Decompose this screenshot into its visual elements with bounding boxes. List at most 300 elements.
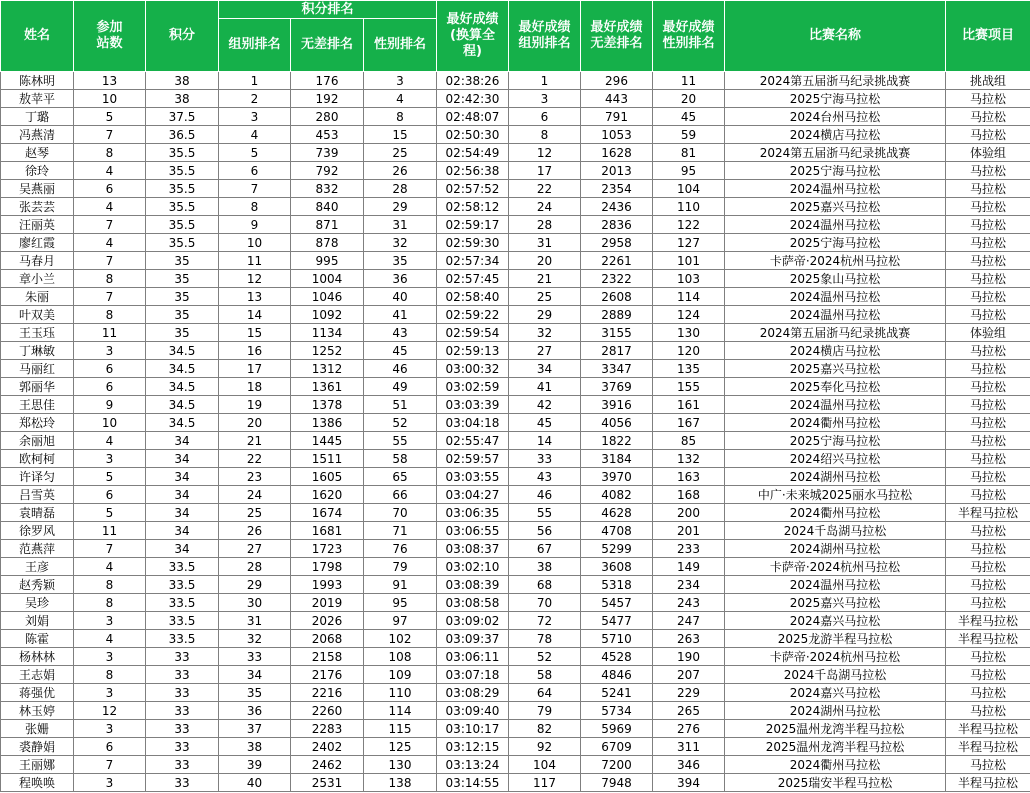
- cell-stations[interactable]: 5: [74, 468, 146, 486]
- cell-best-gender-rank[interactable]: 276: [653, 720, 725, 738]
- cell-race-name[interactable]: 2024衢州马拉松: [725, 504, 946, 522]
- cell-group-rank[interactable]: 28: [219, 558, 291, 576]
- cell-best-overall-rank[interactable]: 1628: [581, 144, 653, 162]
- cell-best-overall-rank[interactable]: 4628: [581, 504, 653, 522]
- cell-best-gender-rank[interactable]: 207: [653, 666, 725, 684]
- cell-best-group-rank[interactable]: 64: [509, 684, 581, 702]
- cell-name[interactable]: 丁璐: [1, 108, 74, 126]
- cell-name[interactable]: 叶双美: [1, 306, 74, 324]
- cell-group-rank[interactable]: 2: [219, 90, 291, 108]
- cell-points[interactable]: 34.5: [146, 342, 219, 360]
- cell-best-time[interactable]: 03:08:29: [437, 684, 509, 702]
- cell-best-group-rank[interactable]: 104: [509, 756, 581, 774]
- cell-name[interactable]: 张姗: [1, 720, 74, 738]
- cell-best-gender-rank[interactable]: 233: [653, 540, 725, 558]
- cell-race-event[interactable]: 马拉松: [946, 450, 1030, 468]
- header-best-group-rank[interactable]: 最好成绩 组别排名: [509, 1, 581, 72]
- cell-race-name[interactable]: 2024衢州马拉松: [725, 414, 946, 432]
- cell-name[interactable]: 余丽旭: [1, 432, 74, 450]
- cell-race-event[interactable]: 马拉松: [946, 666, 1030, 684]
- cell-gender-rank[interactable]: 71: [364, 522, 437, 540]
- cell-stations[interactable]: 8: [74, 666, 146, 684]
- cell-race-name[interactable]: 2025宁海马拉松: [725, 162, 946, 180]
- cell-group-rank[interactable]: 12: [219, 270, 291, 288]
- cell-best-gender-rank[interactable]: 346: [653, 756, 725, 774]
- cell-best-time[interactable]: 02:55:47: [437, 432, 509, 450]
- cell-overall-rank[interactable]: 1004: [291, 270, 364, 288]
- cell-best-group-rank[interactable]: 78: [509, 630, 581, 648]
- cell-name[interactable]: 马春月: [1, 252, 74, 270]
- cell-race-event[interactable]: 马拉松: [946, 180, 1030, 198]
- cell-name[interactable]: 王志娟: [1, 666, 74, 684]
- cell-race-name[interactable]: 2025奉化马拉松: [725, 378, 946, 396]
- cell-race-event[interactable]: 马拉松: [946, 198, 1030, 216]
- cell-overall-rank[interactable]: 878: [291, 234, 364, 252]
- cell-points[interactable]: 34: [146, 540, 219, 558]
- cell-best-gender-rank[interactable]: 265: [653, 702, 725, 720]
- cell-race-event[interactable]: 半程马拉松: [946, 504, 1030, 522]
- cell-best-group-rank[interactable]: 41: [509, 378, 581, 396]
- cell-best-group-rank[interactable]: 42: [509, 396, 581, 414]
- header-best-overall-rank[interactable]: 最好成绩 无差排名: [581, 1, 653, 72]
- cell-stations[interactable]: 8: [74, 306, 146, 324]
- cell-race-event[interactable]: 马拉松: [946, 396, 1030, 414]
- cell-points[interactable]: 35.5: [146, 144, 219, 162]
- cell-stations[interactable]: 10: [74, 90, 146, 108]
- cell-points[interactable]: 35: [146, 324, 219, 342]
- cell-points[interactable]: 33: [146, 666, 219, 684]
- cell-race-event[interactable]: 马拉松: [946, 684, 1030, 702]
- cell-race-event[interactable]: 半程马拉松: [946, 720, 1030, 738]
- cell-name[interactable]: 刘娟: [1, 612, 74, 630]
- cell-overall-rank[interactable]: 2176: [291, 666, 364, 684]
- cell-race-event[interactable]: 马拉松: [946, 522, 1030, 540]
- cell-best-overall-rank[interactable]: 4056: [581, 414, 653, 432]
- cell-race-event[interactable]: 马拉松: [946, 594, 1030, 612]
- cell-best-group-rank[interactable]: 46: [509, 486, 581, 504]
- cell-points[interactable]: 33: [146, 648, 219, 666]
- cell-best-group-rank[interactable]: 14: [509, 432, 581, 450]
- cell-best-time[interactable]: 03:07:18: [437, 666, 509, 684]
- cell-group-rank[interactable]: 40: [219, 774, 291, 792]
- cell-overall-rank[interactable]: 2216: [291, 684, 364, 702]
- cell-best-group-rank[interactable]: 82: [509, 720, 581, 738]
- cell-group-rank[interactable]: 25: [219, 504, 291, 522]
- cell-best-gender-rank[interactable]: 124: [653, 306, 725, 324]
- cell-name[interactable]: 徐玲: [1, 162, 74, 180]
- cell-points[interactable]: 35.5: [146, 180, 219, 198]
- cell-best-group-rank[interactable]: 34: [509, 360, 581, 378]
- cell-race-name[interactable]: 2025温州龙湾半程马拉松: [725, 720, 946, 738]
- cell-points[interactable]: 35: [146, 270, 219, 288]
- cell-points[interactable]: 37.5: [146, 108, 219, 126]
- cell-gender-rank[interactable]: 40: [364, 288, 437, 306]
- cell-group-rank[interactable]: 8: [219, 198, 291, 216]
- cell-overall-rank[interactable]: 1993: [291, 576, 364, 594]
- cell-name[interactable]: 张芸芸: [1, 198, 74, 216]
- cell-stations[interactable]: 6: [74, 360, 146, 378]
- cell-overall-rank[interactable]: 2402: [291, 738, 364, 756]
- cell-overall-rank[interactable]: 2019: [291, 594, 364, 612]
- cell-best-group-rank[interactable]: 28: [509, 216, 581, 234]
- cell-best-time[interactable]: 02:42:30: [437, 90, 509, 108]
- cell-overall-rank[interactable]: 840: [291, 198, 364, 216]
- cell-best-overall-rank[interactable]: 2817: [581, 342, 653, 360]
- cell-best-group-rank[interactable]: 12: [509, 144, 581, 162]
- cell-race-event[interactable]: 马拉松: [946, 270, 1030, 288]
- cell-name[interactable]: 徐罗风: [1, 522, 74, 540]
- cell-points[interactable]: 38: [146, 90, 219, 108]
- cell-group-rank[interactable]: 39: [219, 756, 291, 774]
- cell-stations[interactable]: 5: [74, 108, 146, 126]
- cell-stations[interactable]: 7: [74, 540, 146, 558]
- cell-points[interactable]: 34: [146, 450, 219, 468]
- cell-group-rank[interactable]: 36: [219, 702, 291, 720]
- cell-points[interactable]: 34.5: [146, 360, 219, 378]
- cell-best-overall-rank[interactable]: 3347: [581, 360, 653, 378]
- cell-race-name[interactable]: 2025瑞安半程马拉松: [725, 774, 946, 792]
- cell-best-time[interactable]: 03:13:24: [437, 756, 509, 774]
- cell-best-overall-rank[interactable]: 1822: [581, 432, 653, 450]
- cell-group-rank[interactable]: 37: [219, 720, 291, 738]
- cell-stations[interactable]: 3: [74, 648, 146, 666]
- cell-best-gender-rank[interactable]: 135: [653, 360, 725, 378]
- cell-stations[interactable]: 4: [74, 432, 146, 450]
- cell-overall-rank[interactable]: 2283: [291, 720, 364, 738]
- cell-overall-rank[interactable]: 1361: [291, 378, 364, 396]
- cell-best-time[interactable]: 03:02:10: [437, 558, 509, 576]
- cell-race-event[interactable]: 马拉松: [946, 414, 1030, 432]
- cell-best-time[interactable]: 02:57:45: [437, 270, 509, 288]
- cell-race-name[interactable]: 2024横店马拉松: [725, 342, 946, 360]
- cell-name[interactable]: 范燕萍: [1, 540, 74, 558]
- cell-best-time[interactable]: 03:12:15: [437, 738, 509, 756]
- cell-best-time[interactable]: 03:03:55: [437, 468, 509, 486]
- cell-best-group-rank[interactable]: 27: [509, 342, 581, 360]
- cell-overall-rank[interactable]: 2026: [291, 612, 364, 630]
- cell-race-event[interactable]: 马拉松: [946, 540, 1030, 558]
- cell-stations[interactable]: 7: [74, 216, 146, 234]
- cell-race-name[interactable]: 2024台州马拉松: [725, 108, 946, 126]
- header-race-name[interactable]: 比赛名称: [725, 1, 946, 72]
- cell-gender-rank[interactable]: 125: [364, 738, 437, 756]
- cell-best-gender-rank[interactable]: 85: [653, 432, 725, 450]
- cell-best-group-rank[interactable]: 68: [509, 576, 581, 594]
- cell-points[interactable]: 34.5: [146, 396, 219, 414]
- cell-best-overall-rank[interactable]: 3608: [581, 558, 653, 576]
- cell-gender-rank[interactable]: 55: [364, 432, 437, 450]
- cell-race-name[interactable]: 2024湖州马拉松: [725, 702, 946, 720]
- cell-name[interactable]: 王彦: [1, 558, 74, 576]
- cell-best-time[interactable]: 03:04:18: [437, 414, 509, 432]
- cell-gender-rank[interactable]: 43: [364, 324, 437, 342]
- cell-points[interactable]: 34: [146, 432, 219, 450]
- cell-best-overall-rank[interactable]: 2889: [581, 306, 653, 324]
- cell-race-name[interactable]: 2024横店马拉松: [725, 126, 946, 144]
- cell-group-rank[interactable]: 29: [219, 576, 291, 594]
- cell-points[interactable]: 33.5: [146, 612, 219, 630]
- cell-race-name[interactable]: 2025宁海马拉松: [725, 90, 946, 108]
- cell-best-gender-rank[interactable]: 110: [653, 198, 725, 216]
- cell-best-group-rank[interactable]: 67: [509, 540, 581, 558]
- cell-best-gender-rank[interactable]: 11: [653, 72, 725, 90]
- cell-gender-rank[interactable]: 26: [364, 162, 437, 180]
- cell-best-group-rank[interactable]: 3: [509, 90, 581, 108]
- cell-stations[interactable]: 4: [74, 234, 146, 252]
- cell-best-gender-rank[interactable]: 104: [653, 180, 725, 198]
- cell-group-rank[interactable]: 21: [219, 432, 291, 450]
- cell-best-gender-rank[interactable]: 127: [653, 234, 725, 252]
- cell-best-gender-rank[interactable]: 101: [653, 252, 725, 270]
- cell-points[interactable]: 35.5: [146, 162, 219, 180]
- cell-name[interactable]: 赵秀颖: [1, 576, 74, 594]
- cell-overall-rank[interactable]: 1445: [291, 432, 364, 450]
- cell-stations[interactable]: 8: [74, 270, 146, 288]
- cell-best-time[interactable]: 03:09:37: [437, 630, 509, 648]
- cell-stations[interactable]: 6: [74, 486, 146, 504]
- cell-stations[interactable]: 9: [74, 396, 146, 414]
- cell-name[interactable]: 丁琳敏: [1, 342, 74, 360]
- cell-best-gender-rank[interactable]: 149: [653, 558, 725, 576]
- cell-best-overall-rank[interactable]: 2322: [581, 270, 653, 288]
- cell-stations[interactable]: 8: [74, 594, 146, 612]
- cell-points[interactable]: 35.5: [146, 234, 219, 252]
- cell-best-overall-rank[interactable]: 4528: [581, 648, 653, 666]
- cell-name[interactable]: 王玉珏: [1, 324, 74, 342]
- cell-points[interactable]: 38: [146, 72, 219, 90]
- cell-race-name[interactable]: 2024绍兴马拉松: [725, 450, 946, 468]
- cell-best-time[interactable]: 03:04:27: [437, 486, 509, 504]
- cell-stations[interactable]: 8: [74, 576, 146, 594]
- cell-points[interactable]: 34: [146, 522, 219, 540]
- cell-race-name[interactable]: 2024温州马拉松: [725, 180, 946, 198]
- cell-points[interactable]: 35: [146, 252, 219, 270]
- cell-race-event[interactable]: 马拉松: [946, 558, 1030, 576]
- cell-best-overall-rank[interactable]: 5710: [581, 630, 653, 648]
- cell-stations[interactable]: 11: [74, 324, 146, 342]
- cell-gender-rank[interactable]: 51: [364, 396, 437, 414]
- cell-race-name[interactable]: 2025嘉兴马拉松: [725, 198, 946, 216]
- cell-gender-rank[interactable]: 108: [364, 648, 437, 666]
- cell-overall-rank[interactable]: 176: [291, 72, 364, 90]
- cell-race-name[interactable]: 2024温州马拉松: [725, 216, 946, 234]
- cell-best-overall-rank[interactable]: 4708: [581, 522, 653, 540]
- cell-best-overall-rank[interactable]: 2013: [581, 162, 653, 180]
- cell-best-time[interactable]: 02:48:07: [437, 108, 509, 126]
- cell-best-gender-rank[interactable]: 168: [653, 486, 725, 504]
- cell-race-event[interactable]: 马拉松: [946, 234, 1030, 252]
- cell-best-group-rank[interactable]: 21: [509, 270, 581, 288]
- cell-best-overall-rank[interactable]: 3916: [581, 396, 653, 414]
- cell-name[interactable]: 朱丽: [1, 288, 74, 306]
- cell-best-group-rank[interactable]: 24: [509, 198, 581, 216]
- cell-race-event[interactable]: 马拉松: [946, 306, 1030, 324]
- cell-best-group-rank[interactable]: 43: [509, 468, 581, 486]
- cell-race-name[interactable]: 2024千岛湖马拉松: [725, 666, 946, 684]
- cell-best-group-rank[interactable]: 33: [509, 450, 581, 468]
- cell-points[interactable]: 33: [146, 738, 219, 756]
- cell-best-group-rank[interactable]: 29: [509, 306, 581, 324]
- cell-best-overall-rank[interactable]: 4846: [581, 666, 653, 684]
- cell-race-event[interactable]: 半程马拉松: [946, 630, 1030, 648]
- cell-overall-rank[interactable]: 1511: [291, 450, 364, 468]
- cell-race-event[interactable]: 马拉松: [946, 252, 1030, 270]
- cell-name[interactable]: 陈林明: [1, 72, 74, 90]
- cell-best-time[interactable]: 02:59:17: [437, 216, 509, 234]
- cell-race-name[interactable]: 2024衢州马拉松: [725, 756, 946, 774]
- cell-overall-rank[interactable]: 1605: [291, 468, 364, 486]
- cell-gender-rank[interactable]: 3: [364, 72, 437, 90]
- cell-best-time[interactable]: 03:09:40: [437, 702, 509, 720]
- cell-race-name[interactable]: 2025宁海马拉松: [725, 432, 946, 450]
- cell-stations[interactable]: 3: [74, 450, 146, 468]
- cell-overall-rank[interactable]: 1092: [291, 306, 364, 324]
- cell-best-group-rank[interactable]: 45: [509, 414, 581, 432]
- cell-gender-rank[interactable]: 32: [364, 234, 437, 252]
- cell-overall-rank[interactable]: 453: [291, 126, 364, 144]
- cell-stations[interactable]: 7: [74, 126, 146, 144]
- cell-race-name[interactable]: 2025象山马拉松: [725, 270, 946, 288]
- cell-points[interactable]: 33.5: [146, 558, 219, 576]
- cell-gender-rank[interactable]: 58: [364, 450, 437, 468]
- cell-points[interactable]: 33.5: [146, 630, 219, 648]
- cell-overall-rank[interactable]: 1046: [291, 288, 364, 306]
- cell-best-overall-rank[interactable]: 7948: [581, 774, 653, 792]
- cell-stations[interactable]: 6: [74, 180, 146, 198]
- cell-race-event[interactable]: 半程马拉松: [946, 774, 1030, 792]
- cell-best-overall-rank[interactable]: 2836: [581, 216, 653, 234]
- cell-points[interactable]: 33: [146, 720, 219, 738]
- cell-name[interactable]: 袁晴磊: [1, 504, 74, 522]
- cell-name[interactable]: 章小兰: [1, 270, 74, 288]
- cell-best-time[interactable]: 03:08:39: [437, 576, 509, 594]
- cell-overall-rank[interactable]: 1798: [291, 558, 364, 576]
- cell-gender-rank[interactable]: 115: [364, 720, 437, 738]
- cell-best-gender-rank[interactable]: 247: [653, 612, 725, 630]
- cell-best-overall-rank[interactable]: 3155: [581, 324, 653, 342]
- cell-name[interactable]: 汪丽英: [1, 216, 74, 234]
- cell-best-time[interactable]: 02:38:26: [437, 72, 509, 90]
- cell-race-name[interactable]: 2024嘉兴马拉松: [725, 684, 946, 702]
- cell-best-group-rank[interactable]: 70: [509, 594, 581, 612]
- cell-group-rank[interactable]: 4: [219, 126, 291, 144]
- cell-points[interactable]: 35.5: [146, 198, 219, 216]
- cell-best-group-rank[interactable]: 8: [509, 126, 581, 144]
- cell-stations[interactable]: 11: [74, 522, 146, 540]
- cell-best-overall-rank[interactable]: 1053: [581, 126, 653, 144]
- cell-best-time[interactable]: 02:57:34: [437, 252, 509, 270]
- cell-best-group-rank[interactable]: 38: [509, 558, 581, 576]
- cell-best-overall-rank[interactable]: 3970: [581, 468, 653, 486]
- cell-gender-rank[interactable]: 76: [364, 540, 437, 558]
- cell-gender-rank[interactable]: 29: [364, 198, 437, 216]
- cell-best-gender-rank[interactable]: 45: [653, 108, 725, 126]
- cell-best-group-rank[interactable]: 72: [509, 612, 581, 630]
- cell-overall-rank[interactable]: 739: [291, 144, 364, 162]
- cell-race-name[interactable]: 2025嘉兴马拉松: [725, 360, 946, 378]
- cell-name[interactable]: 廖红霞: [1, 234, 74, 252]
- cell-gender-rank[interactable]: 110: [364, 684, 437, 702]
- cell-points[interactable]: 33: [146, 774, 219, 792]
- header-race-event[interactable]: 比赛项目: [946, 1, 1030, 72]
- cell-points[interactable]: 35.5: [146, 216, 219, 234]
- cell-gender-rank[interactable]: 66: [364, 486, 437, 504]
- cell-group-rank[interactable]: 9: [219, 216, 291, 234]
- cell-stations[interactable]: 7: [74, 288, 146, 306]
- cell-best-time[interactable]: 02:58:12: [437, 198, 509, 216]
- cell-race-event[interactable]: 半程马拉松: [946, 612, 1030, 630]
- cell-race-event[interactable]: 马拉松: [946, 288, 1030, 306]
- cell-race-event[interactable]: 马拉松: [946, 216, 1030, 234]
- cell-best-time[interactable]: 03:09:02: [437, 612, 509, 630]
- cell-best-overall-rank[interactable]: 5318: [581, 576, 653, 594]
- cell-race-name[interactable]: 2024湖州马拉松: [725, 468, 946, 486]
- cell-best-time[interactable]: 02:59:13: [437, 342, 509, 360]
- cell-name[interactable]: 郭丽华: [1, 378, 74, 396]
- cell-name[interactable]: 杨林林: [1, 648, 74, 666]
- cell-gender-rank[interactable]: 45: [364, 342, 437, 360]
- cell-points[interactable]: 33: [146, 684, 219, 702]
- cell-stations[interactable]: 8: [74, 144, 146, 162]
- cell-best-time[interactable]: 02:59:22: [437, 306, 509, 324]
- cell-stations[interactable]: 6: [74, 738, 146, 756]
- cell-race-event[interactable]: 马拉松: [946, 90, 1030, 108]
- cell-best-time[interactable]: 03:03:39: [437, 396, 509, 414]
- cell-group-rank[interactable]: 16: [219, 342, 291, 360]
- cell-stations[interactable]: 5: [74, 504, 146, 522]
- cell-stations[interactable]: 4: [74, 198, 146, 216]
- cell-name[interactable]: 郑松玲: [1, 414, 74, 432]
- cell-race-event[interactable]: 马拉松: [946, 162, 1030, 180]
- cell-best-time[interactable]: 03:10:17: [437, 720, 509, 738]
- cell-best-overall-rank[interactable]: 4082: [581, 486, 653, 504]
- cell-stations[interactable]: 10: [74, 414, 146, 432]
- cell-race-event[interactable]: 马拉松: [946, 360, 1030, 378]
- cell-name[interactable]: 陈霍: [1, 630, 74, 648]
- cell-best-overall-rank[interactable]: 2958: [581, 234, 653, 252]
- cell-best-gender-rank[interactable]: 167: [653, 414, 725, 432]
- cell-overall-rank[interactable]: 1723: [291, 540, 364, 558]
- cell-name[interactable]: 欧柯柯: [1, 450, 74, 468]
- cell-best-overall-rank[interactable]: 2261: [581, 252, 653, 270]
- cell-gender-rank[interactable]: 4: [364, 90, 437, 108]
- cell-best-overall-rank[interactable]: 2608: [581, 288, 653, 306]
- cell-group-rank[interactable]: 3: [219, 108, 291, 126]
- cell-best-overall-rank[interactable]: 3184: [581, 450, 653, 468]
- cell-race-name[interactable]: 2024千岛湖马拉松: [725, 522, 946, 540]
- header-name[interactable]: 姓名: [1, 1, 74, 72]
- cell-overall-rank[interactable]: 832: [291, 180, 364, 198]
- cell-overall-rank[interactable]: 1312: [291, 360, 364, 378]
- cell-best-overall-rank[interactable]: 5969: [581, 720, 653, 738]
- cell-gender-rank[interactable]: 28: [364, 180, 437, 198]
- cell-overall-rank[interactable]: 192: [291, 90, 364, 108]
- cell-gender-rank[interactable]: 41: [364, 306, 437, 324]
- cell-best-time[interactable]: 03:02:59: [437, 378, 509, 396]
- cell-points[interactable]: 34: [146, 468, 219, 486]
- cell-points[interactable]: 33: [146, 756, 219, 774]
- cell-best-gender-rank[interactable]: 200: [653, 504, 725, 522]
- cell-best-time[interactable]: 03:06:55: [437, 522, 509, 540]
- cell-name[interactable]: 王丽娜: [1, 756, 74, 774]
- cell-stations[interactable]: 3: [74, 342, 146, 360]
- cell-group-rank[interactable]: 34: [219, 666, 291, 684]
- cell-gender-rank[interactable]: 109: [364, 666, 437, 684]
- cell-gender-rank[interactable]: 36: [364, 270, 437, 288]
- cell-race-event[interactable]: 马拉松: [946, 702, 1030, 720]
- cell-overall-rank[interactable]: 1681: [291, 522, 364, 540]
- cell-race-name[interactable]: 2025温州龙湾半程马拉松: [725, 738, 946, 756]
